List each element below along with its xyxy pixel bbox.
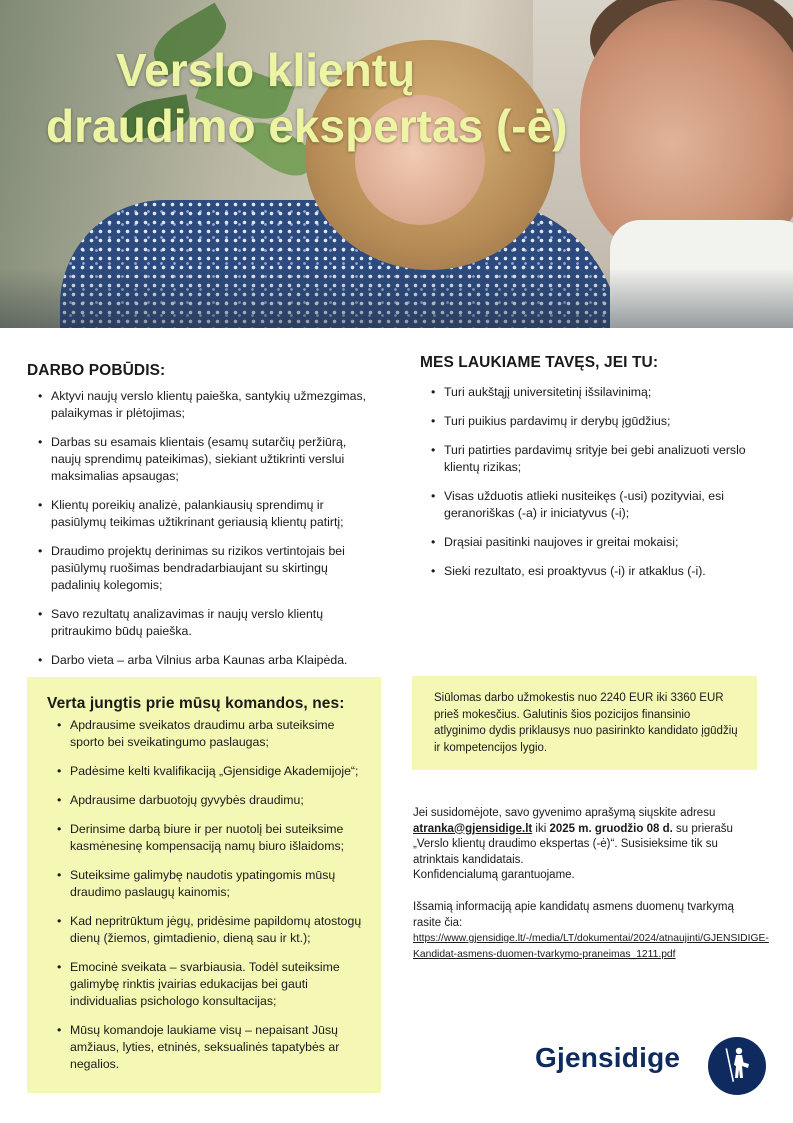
email-link[interactable]: atranka@gjensidige.lt [413,822,533,835]
list-item: • Klientų poreikių analizė, palankiausių sprendimų ir pasiūlymų teikimas užtikrinant geriausią klientų patirtį; [38,497,373,531]
list-item: • Darbo vieta – arba Vilnius arba Kaunas arba Klaipėda. [38,652,373,669]
apply-intro: Jei susidomėjote, savo gyvenimo aprašymą siųskite adresu [413,807,716,819]
gjensidige-logo-wordmark: Gjensidige [535,1042,681,1073]
list-item: • Darbas su esamais klientais (esamų sutarčių peržiūrą, naujų sprendimų pateikimas), siekiant užtikrinti verslui maksimalias apsaugas; [38,434,373,485]
list-item: • Apdrausime sveikatos draudimu arba suteiksime sporto bei sveikatingumo paslaugas; [57,717,362,751]
duties-list [38,388,373,681]
list-item: • Turi aukštąjį universitetinį išsilavinimą; [431,384,771,401]
privacy-link[interactable]: https://www.gjensidige.lt/-/media/LT/dokumentai/2024/atnaujinti/GJENSIDIGE-Kandidat-asmens-duomen-tvarkymo-praneimas_1211.pdf [413,933,769,960]
hero-banner [0,0,793,328]
list-item: • Apdrausime darbuotojų gyvybės draudimu; [57,792,362,809]
page-title-line-2: draudimo ekspertas (-ė) [46,100,568,152]
list-item: • Drąsiai pasitinki naujoves ir greitai mokaisi; [431,534,771,551]
apply-mid: iki [532,822,550,835]
list-item: • Padėsime kelti kvalifikaciją „Gjensidige Akademijoje“; [57,763,362,780]
duties-heading: DARBO POBŪDIS: [27,362,166,379]
benefits-heading: Verta jungtis prie mūsų komandos, nes: [47,695,345,712]
list-item: • Turi patirties pardavimų srityje bei gebi analizuoti verslo klientų rizikas; [431,442,771,476]
list-item: • Derinsime darbą biure ir per nuotolį bei suteiksime kasmėnesinę kompensaciją namų biuro išlaidoms; [57,821,362,855]
hero-shadow [0,268,793,328]
apply-instructions [413,806,753,884]
apply-tail: su prierašu „Verslo klientų draudimo ekspertas (-ė)“. Susisieksime tik su atrinktais kandidatais. [413,822,733,866]
privacy-info [413,900,769,962]
list-item: • Draudimo projektų derinimas su rizikos vertintojais bei pasiūlymų ruošimas bendradarbiaujant su skirtingų padalinių kolegomis; [38,543,373,594]
deadline: 2025 m. gruodžio 08 d. [549,822,673,835]
salary-text: Siūlomas darbo užmokestis nuo 2240 EUR iki 3360 EUR prieš mokesčius. Galutinis šios pozicijos finansinio atlyginimo dydis priklausys nuo pasirinkto kandidato įgūdžių ir kompetencijos lygio. [434,692,738,754]
list-item: • Kad nepritrūktum jėgų, pridėsime papildomų atostogų dienų (žiemos, gimtadienio, dieną sau ir kt.); [57,913,362,947]
privacy-text: Išsamią informaciją apie kandidatų asmens duomenų tvarkymą rasite čia: [413,901,734,929]
list-item: • Sieki rezultato, esi proaktyvus (-i) ir atkaklus (-i). [431,563,771,580]
list-item: • Suteiksime galimybę naudotis ypatingomis mūsų draudimo paslaugų kainomis; [57,867,362,901]
knight-shield-icon [707,1036,767,1096]
confidentiality-note: Konfidencialumą garantuojame. [413,869,575,881]
list-item: • Turi puikius pardavimų ir derybų įgūdžius; [431,413,771,430]
list-item: • Mūsų komandoje laukiame visų – nepaisant Jūsų amžiaus, lyties, etninės, seksualinės tapatybės ar negalios. [57,1022,362,1073]
list-item: • Savo rezultatų analizavimas ir naujų verslo klientų pritraukimo būdų paieška. [38,606,373,640]
list-item: • Aktyvi naujų verslo klientų paieška, santykių užmezgimas, palaikymas ir plėtojimas; [38,388,373,422]
page-title [0,42,700,154]
requirements-list [431,384,771,592]
list-item: • Emocinė sveikata – svarbiausia. Todėl suteiksime galimybę rinktis įvairias edukacijas bei gauti individualias psichologo konsultacijas; [57,959,362,1010]
benefits-list [57,717,362,1085]
page-title-line-1: Verslo klientų [116,44,416,96]
requirements-heading: MES LAUKIAME TAVĘS, JEI TU: [420,354,659,371]
list-item: • Visas užduotis atlieki nusiteikęs (-usi) pozityviai, esi geranoriškas (-a) ir iniciatyvus (-i); [431,488,771,522]
